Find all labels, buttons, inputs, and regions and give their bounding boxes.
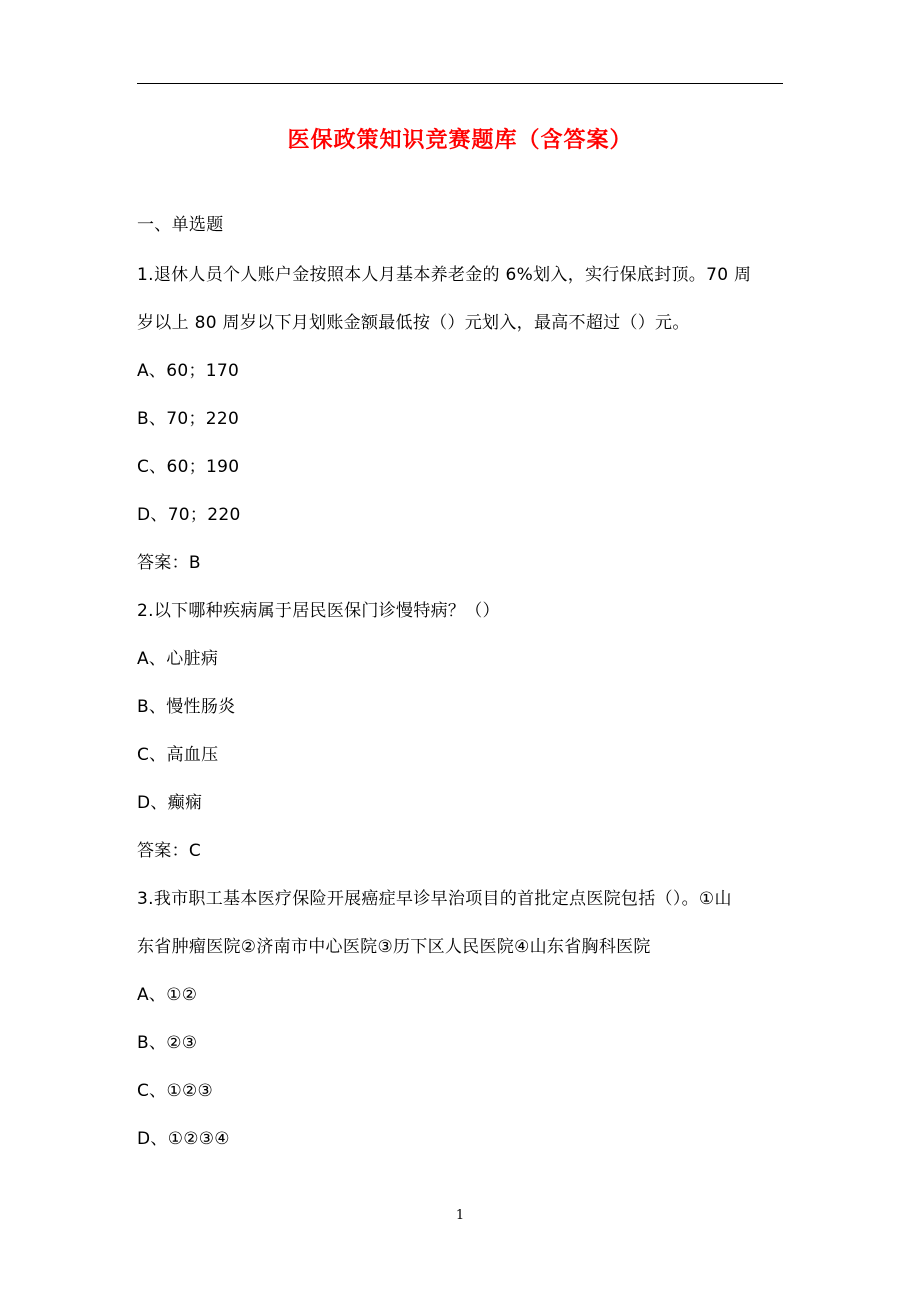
question-3-option-d: D、①②③④ [137,1129,230,1149]
question-3-stem-line-1: 3.我市职工基本医疗保险开展癌症早诊早治项目的首批定点医院包括（）。①山 [137,889,732,909]
question-1-option-a: A、60；170 [137,361,240,381]
question-1-option-d: D、70；220 [137,505,241,525]
question-2-option-d: D、癫痫 [137,793,203,813]
question-3-option-a: A、①② [137,985,198,1005]
question-2-answer: 答案：C [137,841,202,861]
question-3-stem-line-2: 东省肿瘤医院②济南市中心医院③历下区人民医院④山东省胸科医院 [137,937,651,957]
question-2-stem-line-1: 2.以下哪种疾病属于居民医保门诊慢特病？（） [137,601,500,621]
question-1-option-c: C、60；190 [137,457,240,477]
document-title: 医保政策知识竞赛题库（含答案） [287,128,633,153]
page-number: 1 [455,1208,465,1223]
question-2-option-c: C、高血压 [137,745,219,765]
question-3-option-c: C、①②③ [137,1081,214,1101]
question-1-stem-line-1: 1.退休人员个人账户金按照本人月基本养老金的 6%划入，实行保底封顶。70 周 [137,265,752,285]
question-1-stem-line-2: 岁以上 80 周岁以下月划账金额最低按（）元划入，最高不超过（）元。 [137,313,690,333]
question-3-option-b: B、②③ [137,1033,198,1053]
question-2-option-b: B、慢性肠炎 [137,697,236,717]
question-1-option-b: B、70；220 [137,409,240,429]
section-heading: 一、单选题 [137,215,224,235]
question-2-option-a: A、心脏病 [137,649,219,669]
header-rule [137,83,783,84]
question-1-answer: 答案：B [137,553,201,573]
